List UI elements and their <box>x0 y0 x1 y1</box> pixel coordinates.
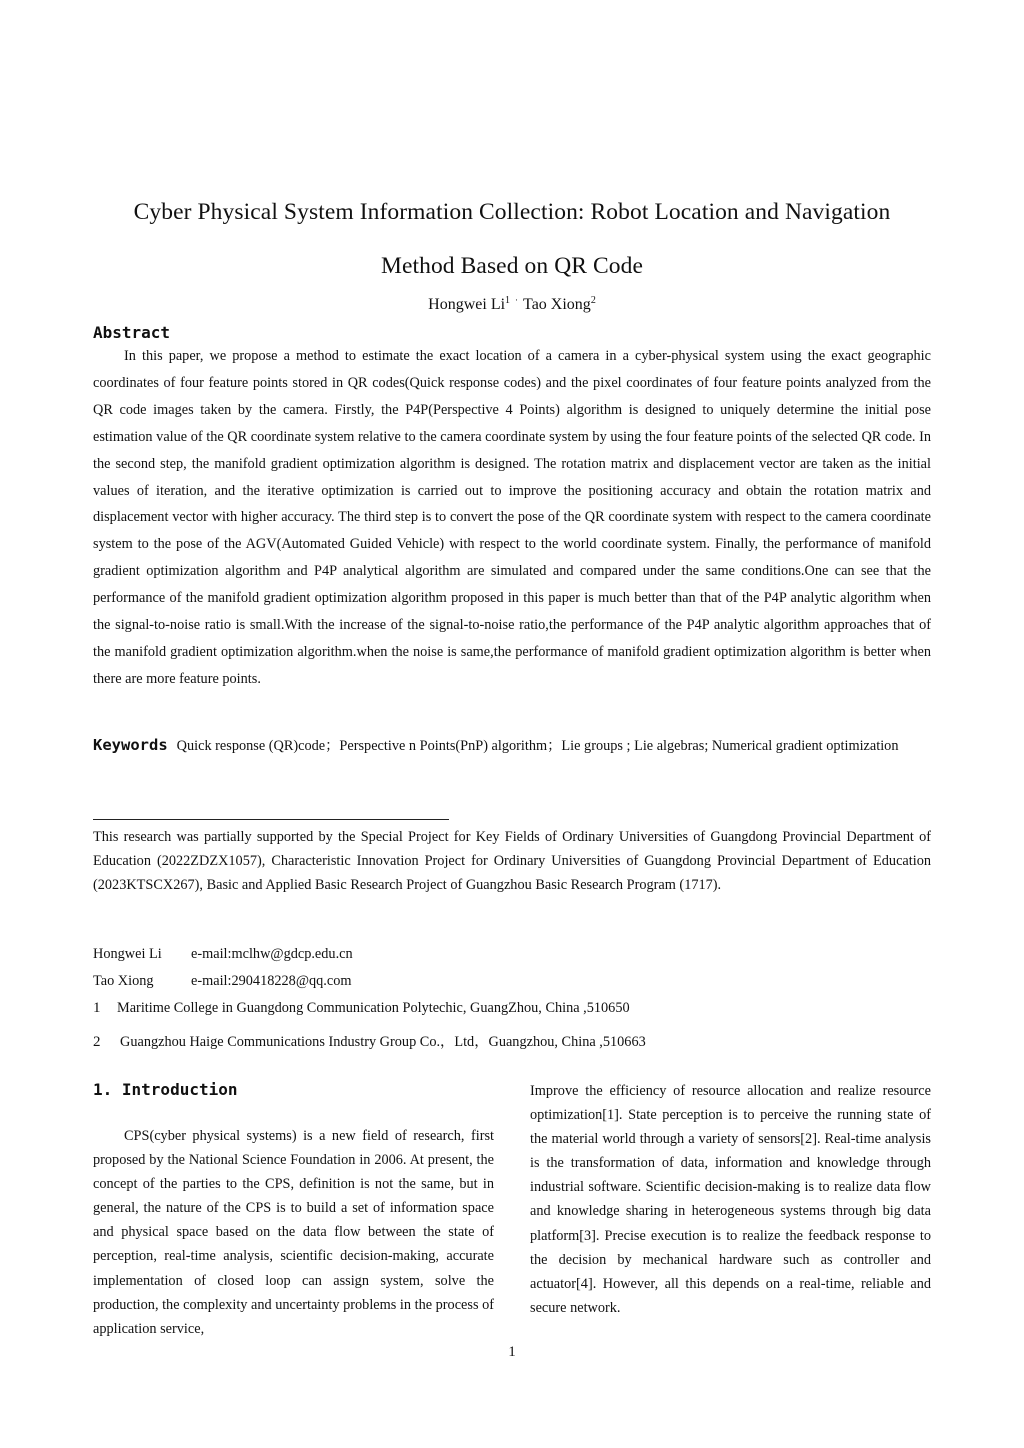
keywords-text: Quick response (QR)code；Perspective n Points(PnP) algorithm；Lie groups ; Lie algebras; Numerical gradient optimization <box>176 738 899 754</box>
author-1-name: Hongwei Li <box>428 296 506 313</box>
keywords-heading: Keywords <box>93 736 168 754</box>
contact-name: Tao Xiong <box>93 973 154 989</box>
author-line <box>0 295 1024 314</box>
contact-row <box>93 946 353 963</box>
affiliation-row <box>93 1031 646 1051</box>
abstract-heading: Abstract <box>93 323 171 342</box>
contact-email: e-mail:mclhw@gdcp.edu.cn <box>191 946 353 962</box>
page-number: 1 <box>508 1344 516 1360</box>
affiliation-row <box>93 1000 630 1017</box>
introduction-left-column: CPS(cyber physical systems) is a new field of research, first proposed by the National Science Foundation in 2006. At present, the concept of the parties to the CPS, definition is not the same, but in general, the nature of the CPS is to build a set of information space and physical space based on the data flow between the state of perception, real-time analysis, scientific decision-making, accurate implementation of closed loop can assign system, solve the production, the complexity and uncertainty problems in the process of application service, <box>93 1128 495 1337</box>
contact-email: e-mail:290418228@qq.com <box>191 973 352 989</box>
paper-title-line-2: Method Based on QR Code <box>380 253 644 279</box>
introduction-right-column: Improve the efficiency of resource allocation and realize resource optimization[1]. State perception is to perceive the running state of the material world through a variety of sensors[2]. Real-time analysis is the transformation of data, information and knowledge through industrial software. Scientific decision-making is to realize data flow and knowledge sharing in heterogeneous systems through big data platform[3]. Precise execution is to realize the feedback response to the decision by mechanical hardware such as controller and actuator[4]. However, all this depends on a real-time, reliable and secure network. <box>530 1083 931 1316</box>
author-1-affiliation-mark: 1 <box>505 295 511 306</box>
abstract-text: In this paper, we propose a method to estimate the exact location of a camera in a cyber-physical system using the exact geographic coordinates of four feature points stored in QR codes(Quick response codes) and the pixel coordinates of four feature points analyzed from the QR code images taken by the camera. Firstly, the P4P(Perspective 4 Points) algorithm is designed to uniquely determine the initial pose estimation value of the QR coordinate system relative to the camera coordinate system by using the four feature points of the selected QR code. In the second step, the manifold gradient optimization algorithm is designed. The rotation matrix and displacement vector are taken as the initial values of iteration, and the iterative optimization is carried out to improve the positioning accuracy and obtain the rotation matrix and displacement vector with higher accuracy. The third step is to convert the pose of the QR coordinate system with respect to the camera coordinate system to the pose of the AGV(Automated Guided Vehicle) with respect to the world coordinate system. Finally, the performance of manifold gradient optimization algorithm and P4P analytical algorithm are simulated and compared under the same conditions.One can see that the performance of the manifold gradient optimization algorithm proposed in this paper is much better than that of the P4P analytic algorithm when the signal-to-noise ratio is small.With the increase of the signal-to-noise ratio,the performance of the P4P analytic algorithm approaches that of the manifold gradient optimization algorithm.when the noise is same,the performance of manifold gradient optimization algorithm is better when there are more feature points. <box>93 348 931 687</box>
author-2-affiliation-mark: 2 <box>590 295 596 306</box>
footnote-divider <box>93 819 449 820</box>
affiliation-text: Maritime College in Guangdong Communication Polytechic, GuangZhou, China ,510650 <box>117 1000 630 1016</box>
contact-name: Hongwei Li <box>93 946 162 962</box>
introduction-heading: 1. Introduction <box>93 1080 238 1099</box>
affiliation-text: Guangzhou Haige Communications Industry Group Co.，Ltd，Guangzhou, China ,510663 <box>120 1034 646 1050</box>
affiliation-number: 2 <box>93 1034 101 1050</box>
keywords-block <box>93 733 931 758</box>
paper-title-line-1: Cyber Physical System Information Collection: Robot Location and Navigation <box>133 199 891 225</box>
author-separator: · <box>515 295 519 305</box>
affiliation-number: 1 <box>93 1000 101 1016</box>
funding-note: This research was partially supported by the Special Project for Key Fields of Ordinary Universities of Guangdong Provincial Department of Education (2022ZDZX1057), Characteristic Innovation Project for Ordinary Universities of Guangdong Provincial Department of Education (2023KTSCX267), Basic and Applied Basic Research Project of Guangzhou Basic Research Program (1717). <box>93 829 931 894</box>
contact-row <box>93 973 351 990</box>
author-2-name: Tao Xiong <box>523 296 591 313</box>
